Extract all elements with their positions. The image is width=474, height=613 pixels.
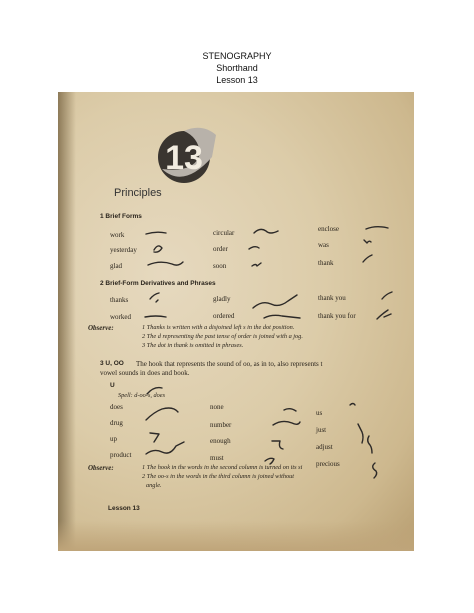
- outline-thank-you-for: [377, 310, 391, 319]
- u-word: up: [110, 435, 117, 443]
- section-1-heading: 1 Brief Forms: [100, 213, 142, 220]
- u-word: none: [210, 403, 224, 411]
- header-lesson: Lesson 13: [216, 75, 258, 85]
- derivative-word: thank you for: [318, 312, 356, 320]
- outline-was: [364, 240, 371, 243]
- u-word: just: [316, 426, 327, 434]
- page-footer: Lesson 13: [108, 505, 140, 512]
- subsection-u: U: [110, 382, 115, 389]
- outline-product: [146, 442, 184, 454]
- outline-soon: [252, 263, 261, 266]
- u-word: product: [110, 451, 132, 459]
- observe-label: Observe:: [88, 324, 114, 332]
- observe-note: 2 The d representing the past tense of order is joined with a jog.: [142, 333, 303, 340]
- brief-form-word: was: [318, 241, 329, 249]
- lesson-badge-number: 13: [165, 139, 203, 177]
- derivative-word: thanks: [110, 296, 129, 304]
- header-title: STENOGRAPHY: [202, 51, 272, 61]
- brief-form-word: soon: [213, 262, 227, 270]
- header-subtitle: Shorthand: [216, 63, 258, 73]
- observe-note: angle.: [146, 482, 162, 489]
- outline-enclose: [366, 227, 388, 229]
- outline-number: [273, 421, 300, 425]
- observe-note: 2 The oo-s in the words in the third column is joined without: [142, 473, 295, 480]
- u-word: number: [210, 421, 232, 429]
- u-word: drug: [110, 419, 123, 427]
- section-2-heading: 2 Brief-Form Derivatives and Phrases: [100, 280, 216, 287]
- brief-form-word: circular: [213, 229, 235, 237]
- outline-ordered: [264, 315, 300, 318]
- brief-form-word: glad: [110, 262, 123, 270]
- textbook-page-photo: [58, 92, 414, 551]
- u-word: does: [110, 403, 123, 411]
- outline-drug: [146, 408, 178, 420]
- outline-worked: [145, 316, 166, 317]
- outline-up: [150, 433, 159, 442]
- observe-note: 3 The dot in thank is omitted in phrases.: [142, 342, 244, 349]
- shorthand-outlines: [58, 92, 414, 551]
- observe-note: 1 The hook in the words in the second column is turned on its si: [142, 464, 303, 471]
- outline-none: [284, 409, 296, 411]
- outline-order: [249, 247, 259, 249]
- outline-yesterday: [154, 246, 162, 252]
- u-word: must: [210, 454, 224, 462]
- outline-must: [265, 458, 274, 464]
- brief-form-word: thank: [318, 259, 334, 267]
- observe-note: 1 Thanks is written with a disjoined left s in the dot position.: [142, 324, 295, 331]
- brief-form-word: work: [110, 231, 125, 239]
- brief-form-word: order: [213, 245, 228, 253]
- outline-glad: [148, 262, 183, 265]
- outline-circular: [254, 229, 278, 233]
- outline-enough: [272, 441, 283, 449]
- u-word: enough: [210, 437, 231, 445]
- derivative-word: ordered: [213, 312, 235, 320]
- outline-thank: [363, 255, 372, 262]
- outline-just: [358, 424, 363, 443]
- observe-label: Observe:: [88, 464, 114, 472]
- document-header: [0, 50, 474, 86]
- outline-precious: [373, 463, 377, 478]
- outline-thanks: [150, 293, 159, 302]
- brief-form-word: yesterday: [110, 246, 137, 254]
- u-word: precious: [316, 460, 340, 468]
- section-3-heading: 3 U, OO: [100, 360, 124, 367]
- outline-adjust: [368, 436, 372, 453]
- spell-note: Spell: d-oo-s, does: [118, 392, 166, 399]
- outline-does: [147, 388, 162, 394]
- brief-form-word: enclose: [318, 225, 339, 233]
- section-3-text: The hook that represents the sound of oo, as in to, also represents t: [136, 360, 323, 368]
- derivative-word: gladly: [213, 295, 231, 303]
- derivative-word: worked: [110, 313, 131, 321]
- outline-us: [350, 404, 355, 406]
- outline-thank-you: [382, 292, 392, 299]
- u-word: adjust: [316, 443, 333, 451]
- outline-gladly: [253, 295, 297, 308]
- section-3-text: vowel sounds in does and book.: [100, 369, 190, 377]
- principles-title: Principles: [114, 187, 162, 199]
- derivative-word: thank you: [318, 294, 346, 302]
- u-word: us: [316, 409, 323, 417]
- outline-work: [146, 232, 166, 234]
